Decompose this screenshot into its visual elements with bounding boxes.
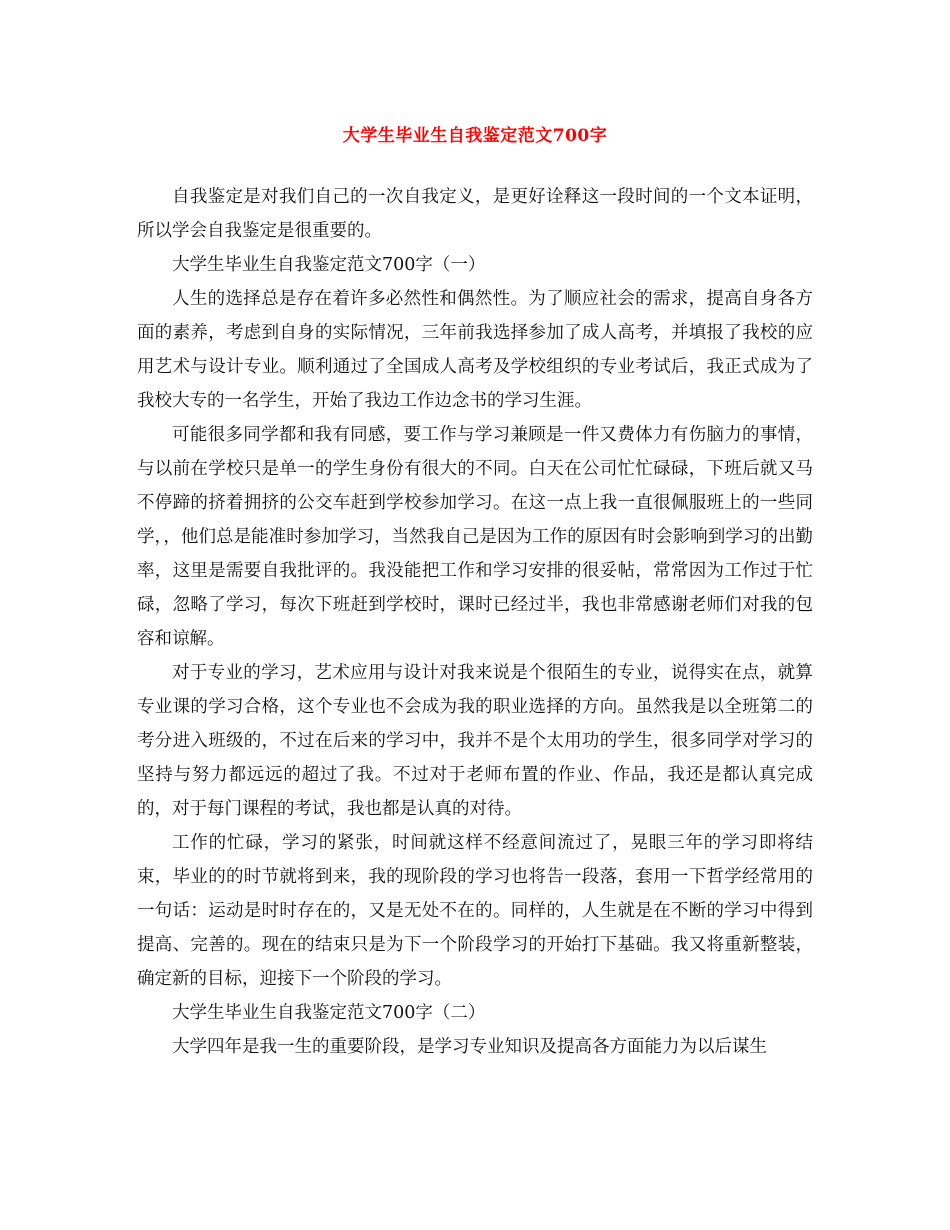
paragraph-intro: 自我鉴定是对我们自己的一次自我定义，是更好诠释这一段时间的一个文本证明，所以学会自我鉴定是很重要的。 — [137, 187, 813, 241]
paragraph: 工作的忙碌，学习的紧张，时间就这样不经意间流过了，晃眼三年的学习即将结束，毕业的的时节就将到来，我的现阶段的学习也将告一段落，套用一下哲学经常用的一句话：运动是时时存在的，又是无处不在的。同样的，人生就是在不断的学习中得到提高、完善的。现在的结束只是为下一个阶段学习的开始打下基础。我又将重新整装，确定新的目标，迎接下一个阶段的学习。 — [137, 833, 813, 989]
document-title: 大学生毕业生自我鉴定范文700字 — [342, 126, 608, 146]
section-heading-2: 大学生毕业生自我鉴定范文700字（二） — [172, 1003, 486, 1023]
paragraph: 人生的选择总是存在着许多必然性和偶然性。为了顺应社会的需求，提高自身各方面的素养，考虑到自身的实际情况，三年前我选择参加了成人高考，并填报了我校的应用艺术与设计专业。顺利通过了全国成人高考及学校组织的专业考试后，我正式成为了我校大专的一名学生，开始了我边工作边念书的学习生涯。 — [137, 289, 813, 411]
paragraph: 对于专业的学习，艺术应用与设计对我来说是个很陌生的专业，说得实在点，就算专业课的学习合格，这个专业也不会成为我的职业选择的方向。虽然我是以全班第二的考分进入班级的，不过在后来的学习中，我并不是个太用功的学生，很多同学对学习的坚持与努力都远远的超过了我。不过对于老师布置的作业、作品，我还是都认真完成的，对于每门课程的考试，我也都是认真的对待。 — [137, 663, 813, 819]
paragraph: 可能很多同学都和我有同感，要工作与学习兼顾是一件又费体力有伤脑力的事情，与以前在学校只是单一的学生身份有很大的不同。白天在公司忙忙碌碌，下班后就又马不停蹄的挤着拥挤的公交车赶到学校参加学习。在这一点上我一直很佩服班上的一些同学，，他们总是能准时参加学习，当然我自己是因为工作的原因有时会影响到学习的出勤率，这里是需要自我批评的。我没能把工作和学习安排的很妥帖，常常因为工作过于忙碌，忽略了学习，每次下班赶到学校时，课时已经过半，我也非常感谢老师们对我的包容和谅解。 — [137, 425, 813, 649]
document-body — [137, 180, 813, 1064]
paragraph: 大学四年是我一生的重要阶段，是学习专业知识及提高各方面能力为以后谋生 — [172, 1037, 767, 1057]
section-heading-1: 大学生毕业生自我鉴定范文700字（一） — [172, 255, 486, 275]
